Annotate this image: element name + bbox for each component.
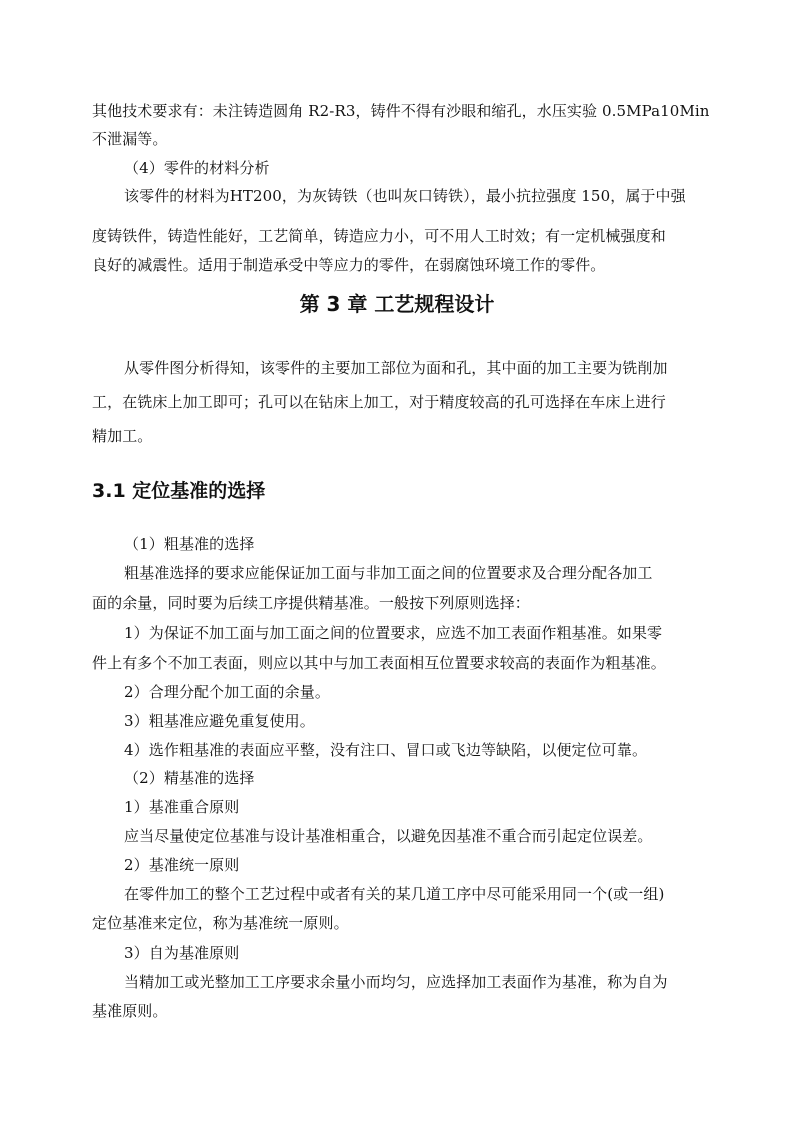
fine-datum-heading: （2）精基准的选择 bbox=[124, 769, 255, 787]
tech-requirements-line-2: 不泄漏等。 bbox=[92, 130, 168, 148]
material-paragraph-line-2: 度铸铁件，铸造性能好，工艺简单，铸造应力小，可不用人工时效；有一定机械强度和 bbox=[92, 227, 666, 245]
chapter-3-paragraph-line-1: 从零件图分析得知，该零件的主要加工部位为面和孔，其中面的加工主要为铣削加 bbox=[124, 359, 668, 377]
rough-rule-1-line-1: 1）为保证不加工面与加工面之间的位置要求，应选不加工表面作粗基准。如果零 bbox=[124, 624, 663, 642]
rough-rule-2: 2）合理分配个加工面的余量。 bbox=[124, 683, 330, 701]
rough-rule-1-line-2: 件上有多个不加工表面，则应以其中与加工表面相互位置要求较高的表面作为粗基准。 bbox=[92, 654, 666, 672]
chapter-3-paragraph-line-2: 工，在铣床上加工即可；孔可以在钻床上加工，对于精度较高的孔可选择在车床上进行 bbox=[92, 393, 666, 411]
rough-rule-3: 3）粗基准应避免重复使用。 bbox=[124, 712, 315, 730]
fine-rule-2-heading: 2）基准统一原则 bbox=[124, 856, 240, 874]
chapter-3-paragraph-line-3: 精加工。 bbox=[92, 427, 153, 445]
rough-datum-line-1: 粗基准选择的要求应能保证加工面与非加工面之间的位置要求及合理分配各加工 bbox=[124, 564, 653, 582]
material-paragraph-line-3: 良好的减震性。适用于制造承受中等应力的零件，在弱腐蚀环境工作的零件。 bbox=[92, 256, 606, 274]
chapter-3-title: 第 3 章 工艺规程设计 bbox=[299, 292, 495, 316]
fine-rule-3-line-1: 当精加工或光整加工工序要求余量小而均匀，应选择加工表面作为基准，称为自为 bbox=[124, 973, 668, 991]
material-paragraph-line-1: 该零件的材料为HT200，为灰铸铁（也叫灰口铸铁），最小抗拉强度 150，属于中强 bbox=[124, 187, 686, 205]
material-analysis-heading: （4）零件的材料分析 bbox=[124, 159, 270, 177]
fine-rule-3-heading: 3）自为基准原则 bbox=[124, 944, 240, 962]
fine-rule-3-line-2: 基准原则。 bbox=[92, 1002, 168, 1020]
section-3-1-title: 3.1 定位基准的选择 bbox=[92, 480, 266, 502]
rough-rule-4: 4）选作粗基准的表面应平整，没有注口、冒口或飞边等缺陷，以便定位可靠。 bbox=[124, 741, 648, 759]
tech-requirements-line-1: 其他技术要求有：未注铸造圆角 R2-R3，铸件不得有沙眼和缩孔，水压实验 0.5MPa10Min bbox=[92, 102, 710, 120]
fine-rule-2-line-2: 定位基准来定位，称为基准统一原则。 bbox=[92, 914, 349, 932]
rough-datum-line-2: 面的余量，同时要为后续工序提供精基准。一般按下列原则选择： bbox=[92, 594, 530, 612]
fine-rule-1-text: 应当尽量使定位基准与设计基准相重合，以避免因基准不重合而引起定位误差。 bbox=[124, 827, 653, 845]
rough-datum-heading: （1）粗基准的选择 bbox=[124, 535, 255, 553]
fine-rule-1-heading: 1）基准重合原则 bbox=[124, 798, 240, 816]
fine-rule-2-line-1: 在零件加工的整个工艺过程中或者有关的某几道工序中尽可能采用同一个(或一组) bbox=[124, 885, 665, 903]
